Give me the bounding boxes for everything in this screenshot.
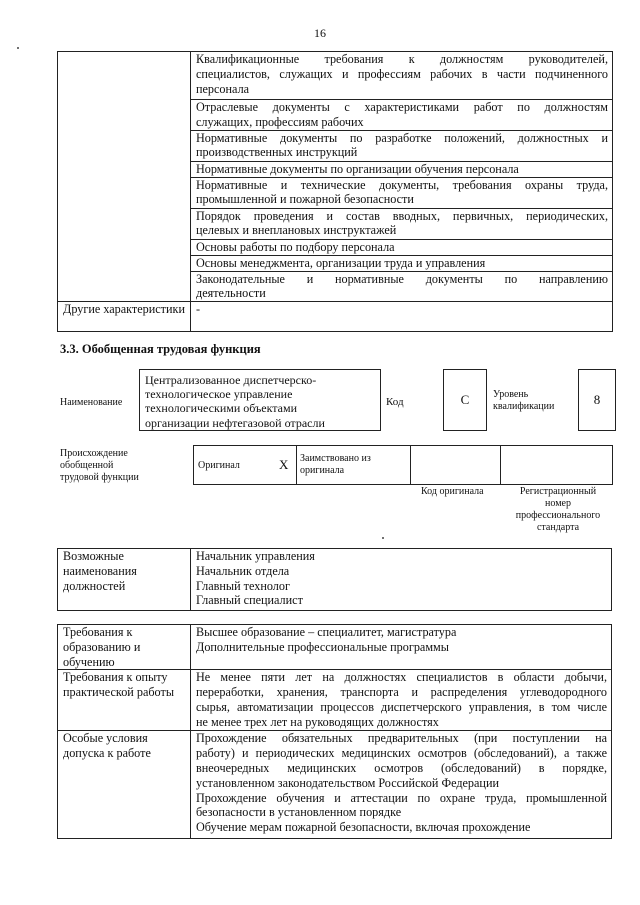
- table-cell: [191, 255, 613, 271]
- origin-divider: [410, 445, 411, 484]
- row-label: [58, 52, 191, 302]
- row-label: [58, 625, 191, 670]
- label-line: Требования к: [63, 625, 133, 639]
- row-label: [58, 731, 191, 839]
- level-label-line: Уровень: [493, 389, 529, 400]
- origin-label: [60, 448, 139, 484]
- table-row: [58, 302, 613, 332]
- name-line: Централизованное диспетчерско-: [145, 373, 317, 387]
- requirements-table: [57, 624, 612, 839]
- section-title: 3.3. Обобщенная трудовая функция: [60, 342, 261, 356]
- cell-line: Дополнительные профессиональные программы: [196, 639, 449, 654]
- label-line: практической работы: [63, 685, 175, 700]
- position-item: Начальник отдела: [196, 563, 290, 578]
- original-label: Оригинал: [198, 460, 240, 471]
- cell-line: Квалификационные требования к должностям руководителей,: [196, 52, 608, 66]
- position-item: Главный специалист: [196, 593, 303, 608]
- position-item: Главный технолог: [196, 578, 290, 593]
- table-cell: [191, 100, 613, 131]
- reg-number-line: номер: [545, 498, 571, 509]
- cell-line: не менее трех лет на руководящих должностях: [196, 714, 439, 729]
- cell-line: Нормативные документы по разработке положений, должностных и: [196, 130, 608, 145]
- table-cell: [191, 670, 612, 731]
- row-label: [58, 670, 191, 731]
- cell-line: Основы менеджмента, организации труда и управления: [196, 255, 486, 270]
- label-line: Особые условия: [63, 731, 148, 746]
- origin-label-line: обобщенной: [60, 460, 114, 471]
- row-label: Другие характеристики: [58, 302, 191, 332]
- level-label-line: квалификации: [493, 401, 555, 412]
- borrowed-label: [300, 453, 371, 477]
- table-cell: -: [191, 302, 613, 332]
- origin-label-line: Происхождение: [60, 448, 128, 459]
- cell-line: Отраслевые документы с характеристиками работ по должностям: [196, 100, 608, 114]
- cell-line: переработки, хранения, транспорта и распределения углеводородного: [196, 685, 607, 700]
- level-label: [493, 389, 554, 413]
- cell-line: служащих, профессиям рабочих: [196, 114, 364, 129]
- row-label: [58, 549, 191, 611]
- table-row: [58, 731, 612, 839]
- cell-line: персонала: [196, 81, 250, 96]
- name-label: Наименование: [60, 397, 123, 408]
- cell-line: специалистов, служащих и профессиям рабочих в части подчиненного: [196, 66, 608, 81]
- code-box: [443, 369, 487, 431]
- cell-line: сырья, автоматизации процессов диспетчерского управления, в том числе: [196, 699, 607, 714]
- code-value: С: [460, 392, 470, 407]
- cell-line: производственных инструкций: [196, 145, 358, 160]
- level-value: 8: [593, 392, 601, 407]
- table-cell: [191, 271, 613, 302]
- position-item: Начальник управления: [196, 549, 315, 563]
- table-row: [58, 549, 612, 611]
- label-line: Требования к опыту: [63, 670, 168, 685]
- cell-line: внеочередных медицинских осмотров (обследований) в порядке,: [196, 760, 607, 775]
- label-line: образованию и: [63, 639, 141, 654]
- label-line: допуска к работе: [63, 746, 151, 761]
- name-box: [139, 369, 381, 431]
- origin-box: [193, 445, 613, 485]
- table-cell: [191, 130, 613, 161]
- table-cell: [191, 52, 613, 100]
- reg-number-line: Регистрационный: [519, 486, 597, 497]
- table-cell: [191, 177, 613, 208]
- reg-number-line: стандарта: [536, 522, 580, 533]
- cell-line: Основы работы по подбору персонала: [196, 239, 395, 254]
- label-line: должностей: [63, 578, 126, 593]
- knowledge-table: [57, 51, 613, 332]
- original-mark: X: [279, 457, 289, 472]
- origin-divider: [500, 445, 501, 484]
- table-cell: [191, 625, 612, 670]
- cell-line: Нормативные документы по организации обучения персонала: [196, 161, 519, 176]
- table-cell: [191, 731, 612, 839]
- table-cell: [191, 161, 613, 177]
- name-line: технологическое управление: [145, 387, 293, 402]
- table-row: [58, 52, 613, 100]
- name-line: организации нефтегазовой отрасли: [145, 415, 325, 430]
- origin-label-line: трудовой функции: [60, 472, 139, 483]
- cell-line: целевых и внеплановых инструктажей: [196, 223, 397, 238]
- borrowed-label-line: Заимствовано из: [300, 453, 371, 464]
- cell-line: безопасности в установленном порядке: [196, 805, 402, 820]
- cell-line: Прохождение обучения и аттестации по охране труда, промышленной: [196, 790, 607, 805]
- cell-line: Высшее образование – специалитет, магистратура: [196, 625, 457, 639]
- borrowed-label-line: оригинала: [300, 465, 345, 476]
- label-line: обучению: [63, 654, 115, 669]
- cell-line: работу) и периодических медицинских осмотров (обследований), а также: [196, 746, 607, 761]
- table-row: [58, 625, 612, 670]
- level-box: [578, 369, 616, 431]
- reg-number-line: профессионального: [515, 510, 601, 521]
- cell-line: промышленной и пожарной безопасности: [196, 192, 414, 207]
- cell-line: Порядок проведения и состав вводных, первичных, периодических,: [196, 208, 608, 223]
- label-line: Возможные: [63, 549, 124, 563]
- cell-line: Законодательные и нормативные документы по направлению: [196, 271, 608, 286]
- cell-line: деятельности: [196, 286, 266, 301]
- table-cell: [191, 549, 612, 611]
- cell-line: Не менее пяти лет на должностях специалистов в области добычи,: [196, 670, 607, 685]
- table-cell: [191, 239, 613, 255]
- cell-line: установленном законодательством Российской Федерации: [196, 775, 500, 790]
- cell-line: Прохождение обязательных предварительных (при поступлении на: [196, 731, 607, 746]
- reg-number-label: [506, 486, 610, 534]
- page-number: 16: [314, 26, 326, 40]
- label-line: наименования: [63, 563, 137, 578]
- positions-table: [57, 548, 612, 611]
- code-original-label: Код оригинала: [421, 486, 484, 497]
- scan-speck: [17, 47, 19, 49]
- cell-line: Нормативные и технические документы, требования охраны труда,: [196, 177, 608, 192]
- name-line: технологическими объектами: [145, 401, 298, 416]
- table-row: [58, 670, 612, 731]
- cell-line: Обучение мерам пожарной безопасности, включая прохождение: [196, 820, 531, 835]
- origin-divider: [296, 445, 297, 484]
- table-cell: [191, 208, 613, 239]
- scan-speck: [382, 537, 384, 539]
- code-label: Код: [386, 396, 404, 408]
